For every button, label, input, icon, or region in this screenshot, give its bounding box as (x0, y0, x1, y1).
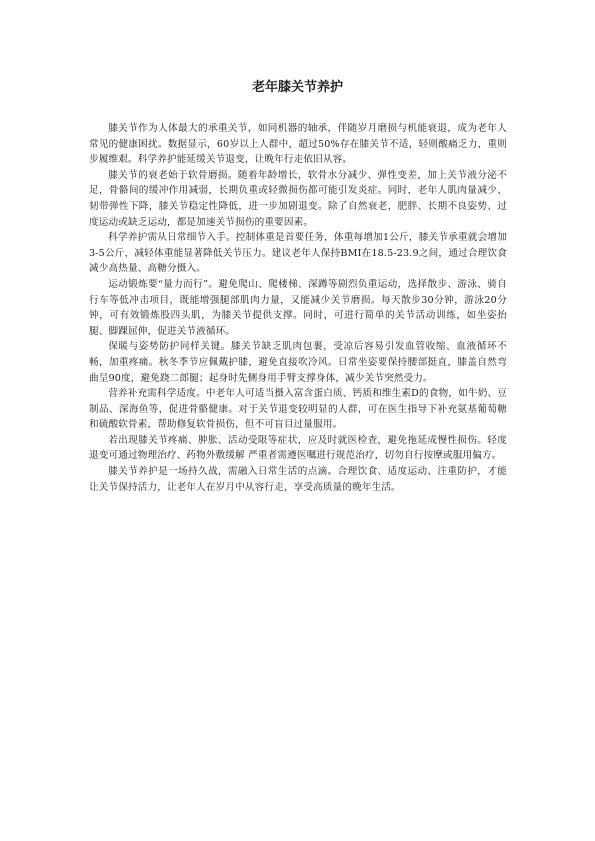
paragraph: 若出现膝关节疼痛、肿胀、活动受限等症状，应及时就医检查，避免拖延成慢性损伤。轻度退变可通过物理治疗、药物外敷缓解 严重者需遵医嘱进行规范治疗，切勿自行按摩或服用偏方。 (89, 434, 507, 462)
document-body (89, 121, 507, 495)
paragraph: 膝关节养护是一场持久战，需融入日常生活的点滴。合理饮食、适度运动、注重防护，才能让关节保持活力，让老年人在岁月中从容行走，享受高质量的晚年生活。 (89, 466, 507, 493)
paragraph: 运动锻炼要“量力而行”。避免爬山、爬楼梯、深蹲等剧烈负重运动，选择散步、游泳、骑自行车等低冲击项目，既能增强腿部肌肉力量，又能减少关节磨损。每天散步30分钟，游泳20分钟，可有效锻炼股四头肌，为膝关节提供支撑。同时，可进行简单的关节活动训练，如坐姿抬腿、脚踝屈伸，促进关节液循环。 (89, 278, 507, 337)
paragraph: 膝关节作为人体最大的承重关节，如同机器的轴承，伴随岁月磨损与机能衰退，成为老年人常见的健康困扰。数据显示，60岁以上人群中，超过50%存在膝关节不适，轻则酸痛乏力，重则步履维艰。科学养护能延缓关节退变，让晚年行走依旧从容。 (89, 123, 507, 166)
paragraph: 保暖与姿势防护同样关键。膝关节缺乏肌肉包裹，受凉后容易引发血管收缩、血液循环不畅，加重疼痛。秋冬季节应佩戴护膝，避免直接吹冷风。日常坐姿要保持腰部挺直，膝盖自然弯曲呈90度，避免跷二郎腿；起身时先侧身用手臂支撑身体，减少关节突然受力。 (89, 341, 507, 384)
paragraph: 营养补充需科学适度。中老年人可适当摄入富含蛋白质、钙质和维生素D的食物，如牛奶、豆制品、深海鱼等，促进骨骼健康。对于关节退变较明显的人群，可在医生指导下补充氨基葡萄糖和硫酸软骨素，帮助修复软骨损伤，但不可盲目过量服用。 (89, 388, 507, 431)
document-title: 老年膝关节养护 (251, 80, 343, 95)
paragraph: 膝关节的衰老始于软骨磨损。随着年龄增长，软骨水分减少、弹性变差，加上关节液分泌不足，骨骼间的缓冲作用减弱，长期负重或轻微损伤都可能引发炎症。同时，老年人肌肉量减少、韧带弹性下降，膝关节稳定性降低，进一步加剧退变。除了自然衰老，肥胖、长期不良姿势、过度运动或缺乏运动，都是加速关节损伤的重要因素。 (89, 169, 507, 228)
paragraph: 科学养护需从日常细节入手。控制体重是首要任务，体重每增加1公斤，膝关节承重就会增加3-5公斤，减轻体重能显著降低关节压力。建议老年人保持BMI在18.5-23.9之间，通过合理饮食减少高热量、高糖分摄入。 (89, 232, 507, 275)
